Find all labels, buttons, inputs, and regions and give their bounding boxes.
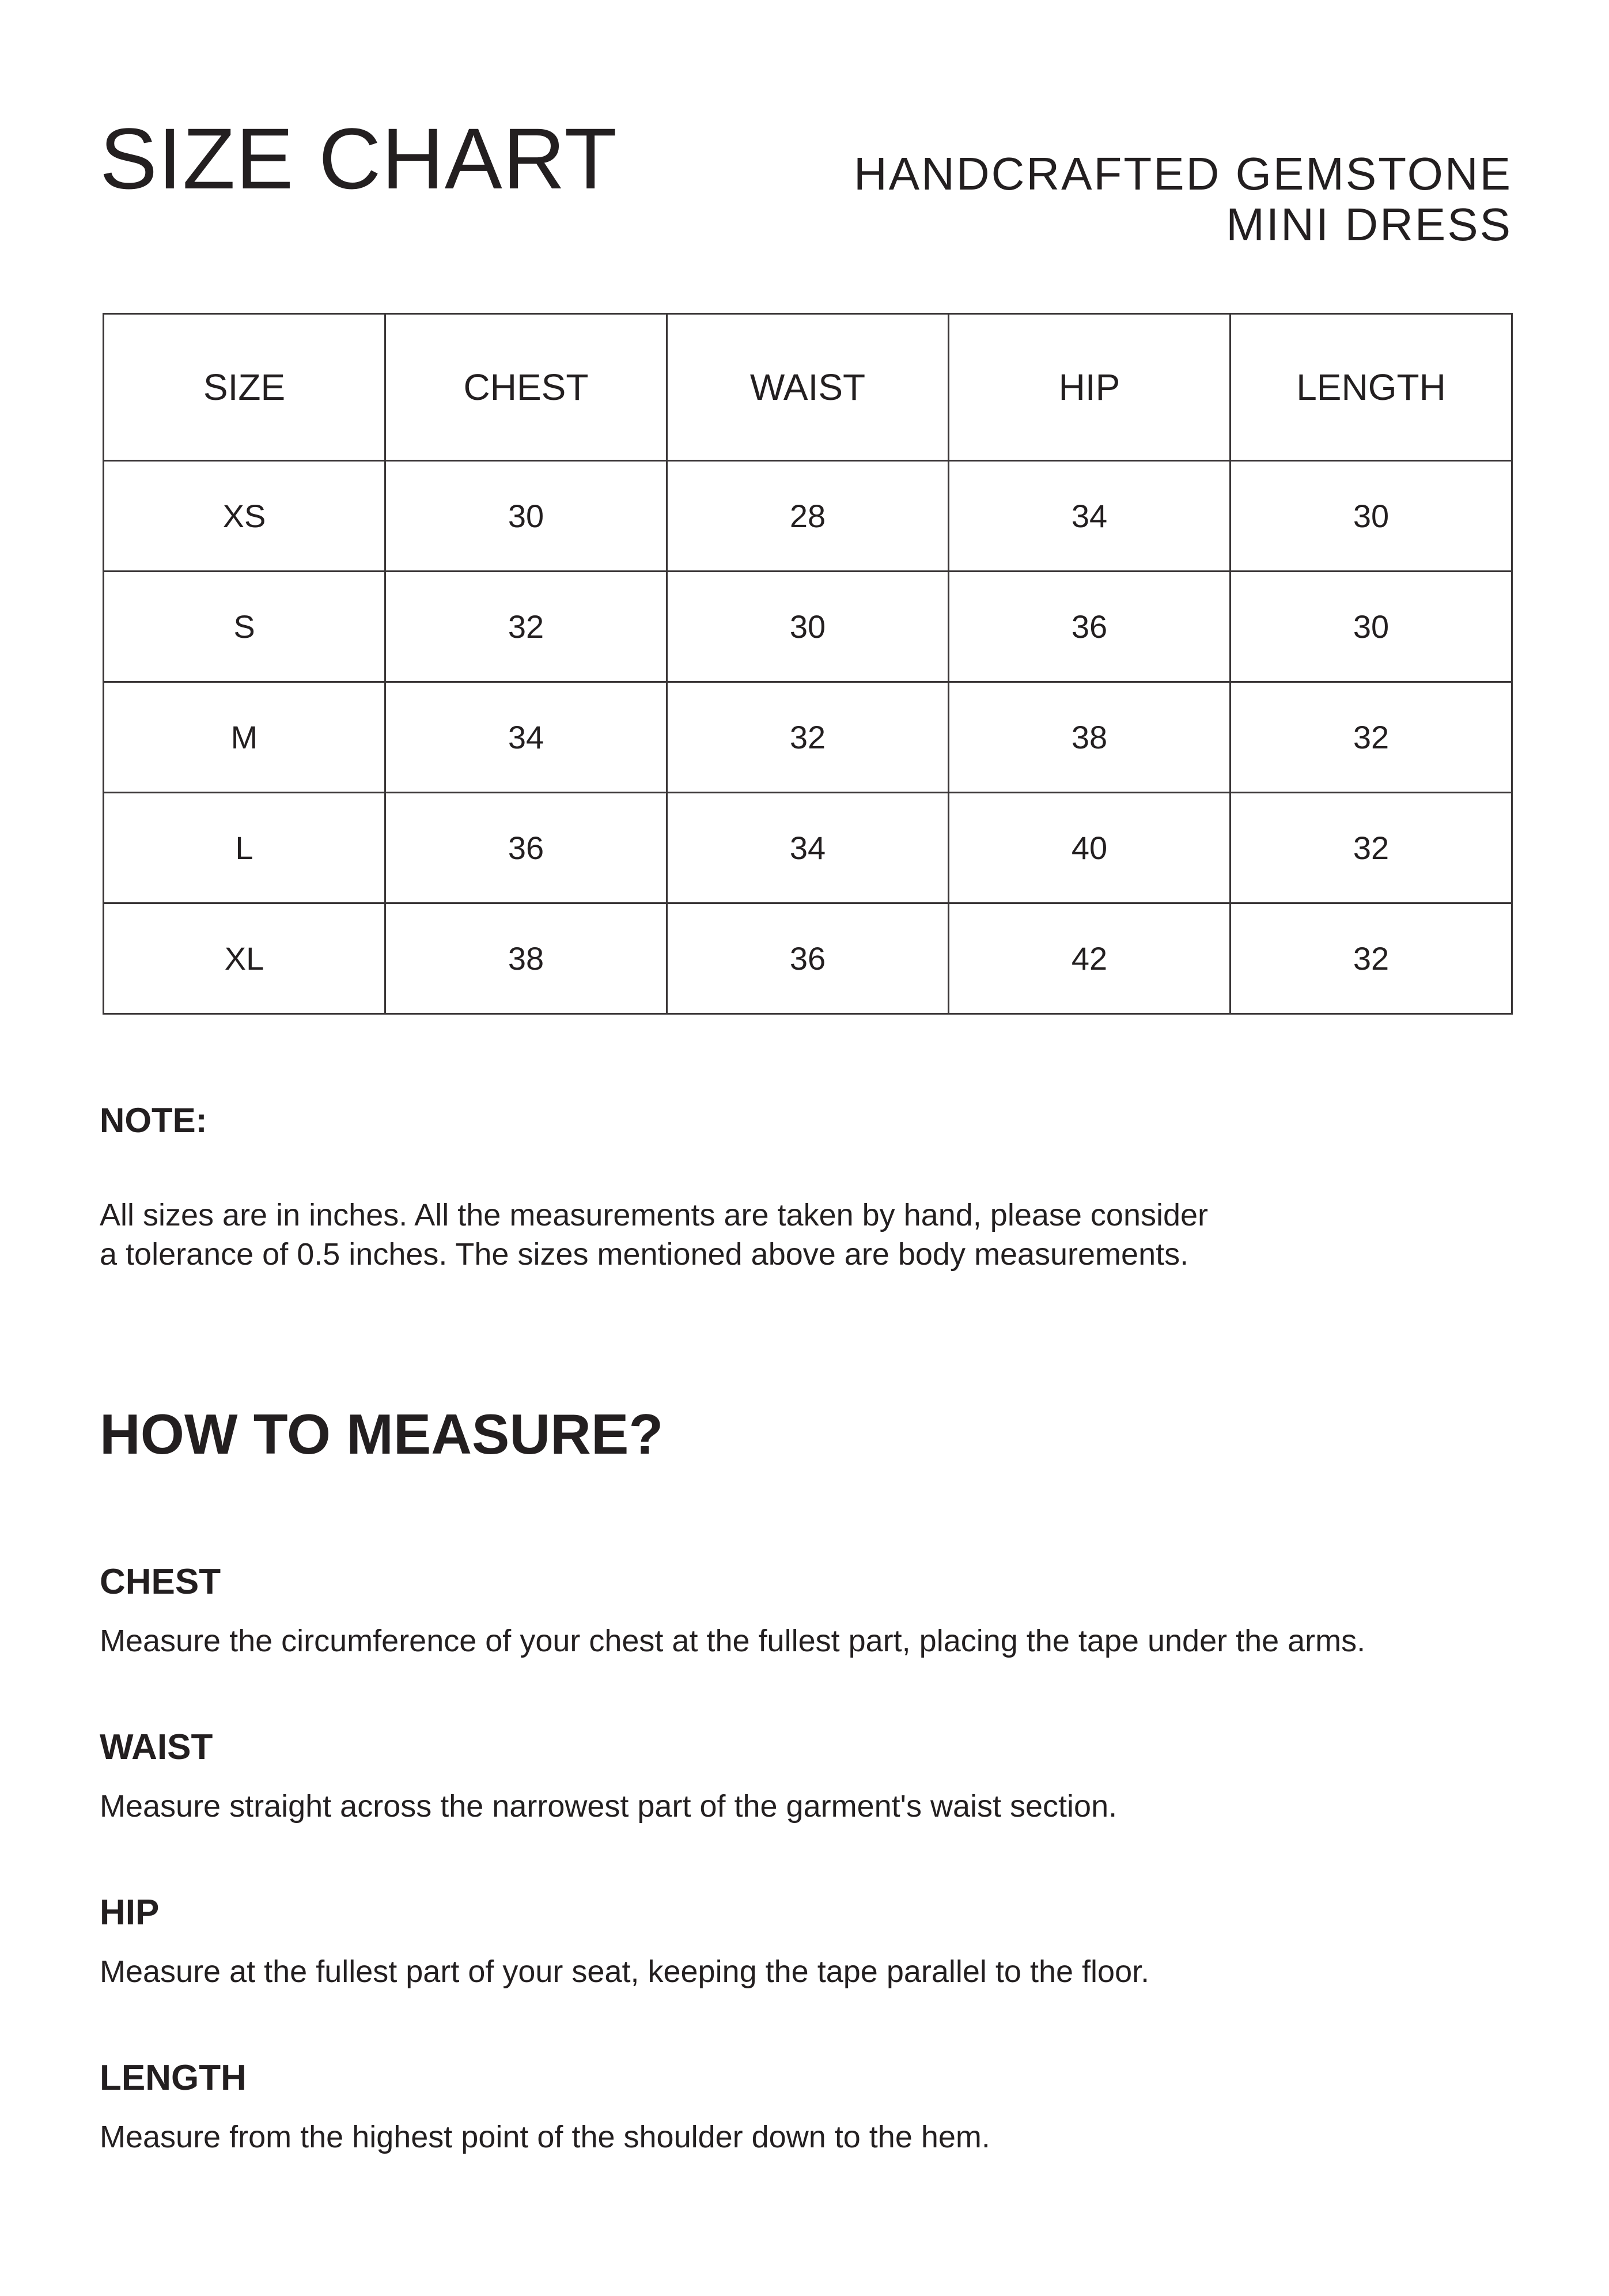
table-row	[104, 903, 1512, 1014]
table-cell-length: 32	[1231, 793, 1512, 903]
table-cell-length: 30	[1231, 461, 1512, 572]
page-title: SIZE CHART	[100, 110, 618, 207]
column-header-hip: HIP	[949, 314, 1231, 461]
table-cell-size: M	[104, 682, 385, 793]
column-header-size: SIZE	[104, 314, 385, 461]
measure-item-waist	[100, 1727, 1511, 1824]
table-cell-chest: 34	[385, 682, 667, 793]
table-cell-length: 32	[1231, 682, 1512, 793]
table-cell-hip: 34	[949, 461, 1231, 572]
table-cell-waist: 28	[667, 461, 949, 572]
table-row	[104, 572, 1512, 682]
table-row	[104, 793, 1512, 903]
table-cell-waist: 32	[667, 682, 949, 793]
measure-item-title: LENGTH	[100, 2058, 247, 2098]
measure-item-description: Measure at the fullest part of your seat, keeping the tape parallel to the floor.	[100, 1954, 1150, 1989]
how-to-measure-heading: HOW TO MEASURE?	[100, 1402, 664, 1466]
table-cell-size: L	[104, 793, 385, 903]
measure-item-title: CHEST	[100, 1562, 221, 1602]
product-name	[854, 149, 1512, 250]
product-name-line-1: HANDCRAFTED GEMSTONE	[853, 148, 1512, 199]
measure-item-description: Measure straight across the narrowest part of the garment's waist section.	[100, 1789, 1118, 1824]
table-cell-waist: 34	[667, 793, 949, 903]
size-table	[103, 313, 1513, 1015]
measure-item-description: Measure from the highest point of the shoulder down to the hem.	[100, 2120, 990, 2154]
column-header-waist: WAIST	[667, 314, 949, 461]
table-header-row	[104, 314, 1512, 461]
table-cell-chest: 30	[385, 461, 667, 572]
note-heading: NOTE:	[100, 1101, 207, 1140]
table-cell-size: XL	[104, 903, 385, 1014]
table-cell-hip: 42	[949, 903, 1231, 1014]
table-cell-size: XS	[104, 461, 385, 572]
measure-item-title: HIP	[100, 1893, 160, 1932]
table-cell-hip: 36	[949, 572, 1231, 682]
table-cell-chest: 36	[385, 793, 667, 903]
table-row	[104, 682, 1512, 793]
table-cell-chest: 38	[385, 903, 667, 1014]
note-line-2: a tolerance of 0.5 inches. The sizes mentioned above are body measurements.	[100, 1237, 1189, 1272]
measure-item-length	[100, 2060, 1511, 2154]
table-cell-length: 32	[1231, 903, 1512, 1014]
measure-item-title: WAIST	[100, 1727, 213, 1767]
column-header-chest: CHEST	[385, 314, 667, 461]
product-name-line-2: MINI DRESS	[1226, 199, 1512, 250]
measure-item-chest	[100, 1564, 1511, 1658]
column-header-length: LENGTH	[1231, 314, 1512, 461]
note-line-1: All sizes are in inches. All the measurements are taken by hand, please consider	[100, 1198, 1209, 1232]
measure-item-hip	[100, 1895, 1511, 1989]
table-cell-waist: 36	[667, 903, 949, 1014]
note-body	[100, 1196, 1425, 1274]
table-cell-hip: 38	[949, 682, 1231, 793]
table-cell-length: 30	[1231, 572, 1512, 682]
table-cell-waist: 30	[667, 572, 949, 682]
table-cell-size: S	[104, 572, 385, 682]
measure-item-description: Measure the circumference of your chest at the fullest part, placing the tape under the arms.	[100, 1624, 1366, 1658]
table-cell-chest: 32	[385, 572, 667, 682]
table-row	[104, 461, 1512, 572]
table-cell-hip: 40	[949, 793, 1231, 903]
